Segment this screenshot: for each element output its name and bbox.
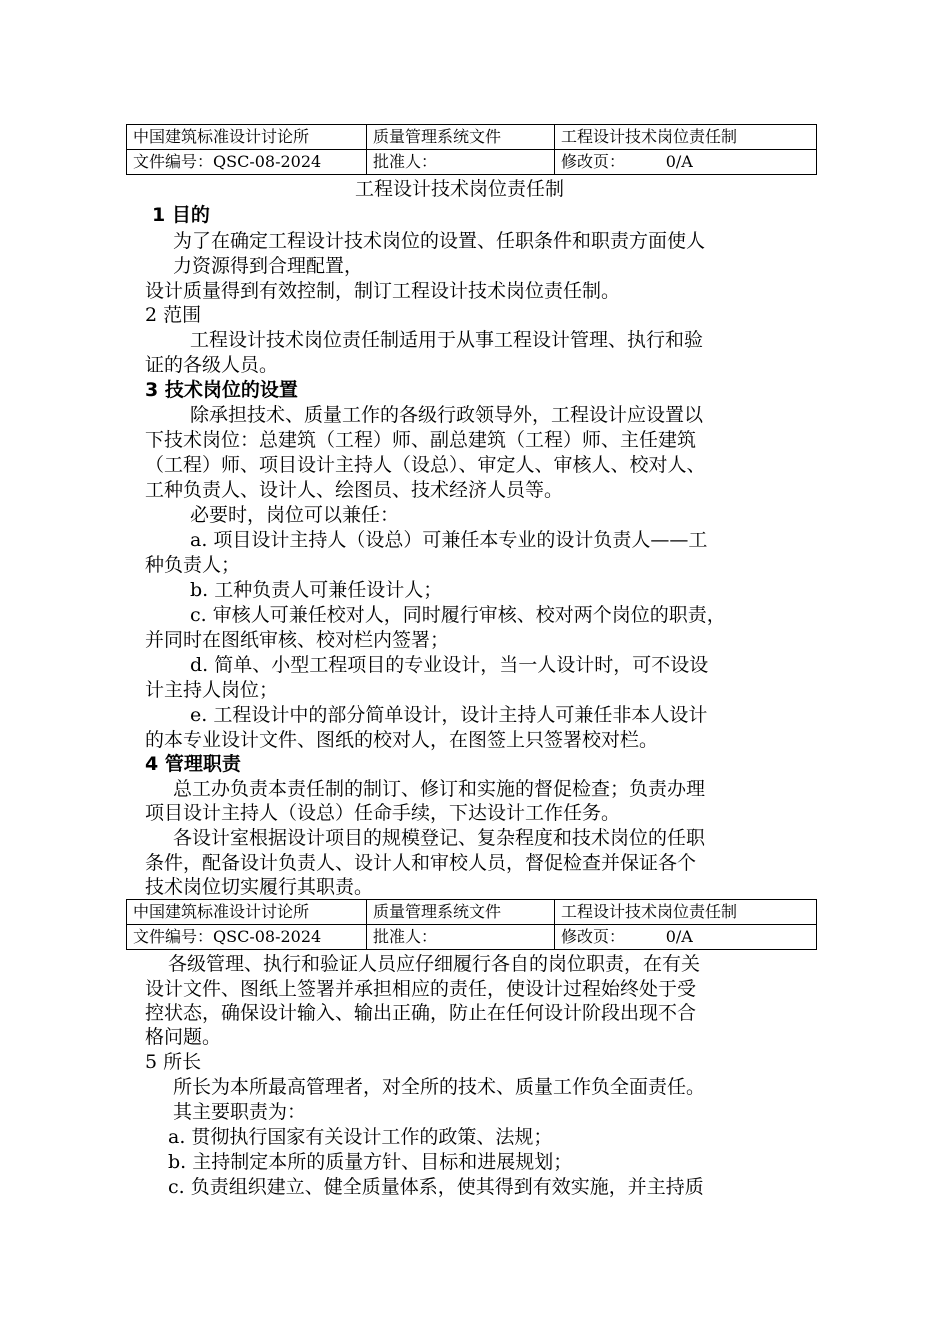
text-line: d. 简单、小型工程项目的专业设计，当一人设计时，可不设设: [190, 654, 709, 676]
text-line: 设计文件、图纸上签署并承担相应的责任，使设计过程始终处于受: [145, 978, 697, 1000]
text-line: 的本专业设计文件、图纸的校对人，在图签上只签署校对栏。: [145, 729, 659, 751]
text-line: 各设计室根据设计项目的规模登记、复杂程度和技术岗位的任职: [173, 827, 706, 849]
text-line: c. 审核人可兼任校对人，同时履行审核、校对两个岗位的职责，: [190, 604, 726, 626]
text-line: 除承担技术、质量工作的各级行政领导外，工程设计应设置以: [190, 404, 704, 426]
header-table-top: [126, 124, 817, 175]
header-org: 中国建筑标准设计讨论所: [127, 125, 367, 150]
text-line: 证的各级人员。: [145, 354, 279, 376]
text-line: 并同时在图纸审核、校对栏内签署；: [145, 629, 450, 651]
section-heading: 2 范围: [145, 304, 202, 326]
header-approver: 批准人：: [367, 150, 555, 175]
text-line: 工程设计技术岗位责任制适用于从事工程设计管理、执行和验: [190, 329, 704, 351]
text-line: 必要时，岗位可以兼任：: [190, 504, 400, 526]
section-heading: 5 所长: [145, 1051, 202, 1073]
text-line: 下技术岗位：总建筑（工程）师、副总建筑（工程）师、主任建筑: [145, 429, 697, 451]
text-line: b. 工种负责人可兼任设计人；: [190, 579, 443, 601]
header-approver: 批准人：: [367, 925, 555, 950]
header-doc-type: 质量管理系统文件: [367, 125, 555, 150]
header-file-no: 文件编号：QSC-08-2024: [127, 925, 367, 950]
text-line: 其主要职责为：: [173, 1101, 307, 1123]
text-line: 项目设计主持人（设总）任命手续，下达设计工作任务。: [145, 802, 621, 824]
text-line: a. 项目设计主持人（设总）可兼任本专业的设计负责人——工: [190, 529, 708, 551]
text-line: 工种负责人、设计人、绘图员、技术经济人员等。: [145, 479, 564, 501]
header-doc-title: 工程设计技术岗位责任制: [555, 125, 817, 150]
text-line: 条件，配备设计负责人、设计人和审校人员，督促检查并保证各个: [145, 852, 697, 874]
text-line: 设计质量得到有效控制，制订工程设计技术岗位责任制。: [145, 280, 621, 302]
header-file-no: 文件编号：QSC-08-2024: [127, 150, 367, 175]
header-table-repeat: [126, 899, 817, 950]
section-heading: 3 技术岗位的设置: [145, 379, 298, 401]
text-line: 格问题。: [145, 1026, 222, 1048]
text-line: 控状态，确保设计输入、输出正确，防止在任何设计阶段出现不合: [145, 1002, 697, 1024]
list-item: b. 主持制定本所的质量方针、目标和进展规划；: [168, 1151, 573, 1173]
header-revision: 修改页： 0/A: [555, 150, 817, 175]
text-line: 各级管理、执行和验证人员应仔细履行各自的岗位职责，在有关: [168, 953, 701, 975]
text-line: 力资源得到合理配置，: [173, 255, 364, 277]
section-heading: 4 管理职责: [145, 753, 241, 775]
text-line: 总工办负责本责任制的制订、修订和实施的督促检查；负责办理: [173, 778, 706, 800]
section-heading: 1 目的: [152, 204, 210, 226]
text-line: 为了在确定工程设计技术岗位的设置、任职条件和职责方面使人: [173, 230, 706, 252]
text-line: e. 工程设计中的部分简单设计，设计主持人可兼任非本人设计: [190, 704, 708, 726]
text-line: 所长为本所最高管理者，对全所的技术、质量工作负全面责任。: [173, 1076, 706, 1098]
list-item: a. 贯彻执行国家有关设计工作的政策、法规；: [168, 1126, 553, 1148]
text-line: 技术岗位切实履行其职责。: [145, 876, 374, 898]
text-line: 种负责人；: [145, 554, 241, 576]
text-line: （工程）师、项目设计主持人（设总）、审定人、审核人、校对人、: [145, 454, 706, 476]
header-doc-title: 工程设计技术岗位责任制: [555, 900, 817, 925]
text-line: 计主持人岗位；: [145, 679, 279, 701]
header-doc-type: 质量管理系统文件: [367, 900, 555, 925]
header-revision: 修改页： 0/A: [555, 925, 817, 950]
header-org: 中国建筑标准设计讨论所: [127, 900, 367, 925]
list-item: c. 负责组织建立、健全质量体系，使其得到有效实施，并主持质: [168, 1176, 704, 1198]
page-title: 工程设计技术岗位责任制: [355, 178, 565, 200]
